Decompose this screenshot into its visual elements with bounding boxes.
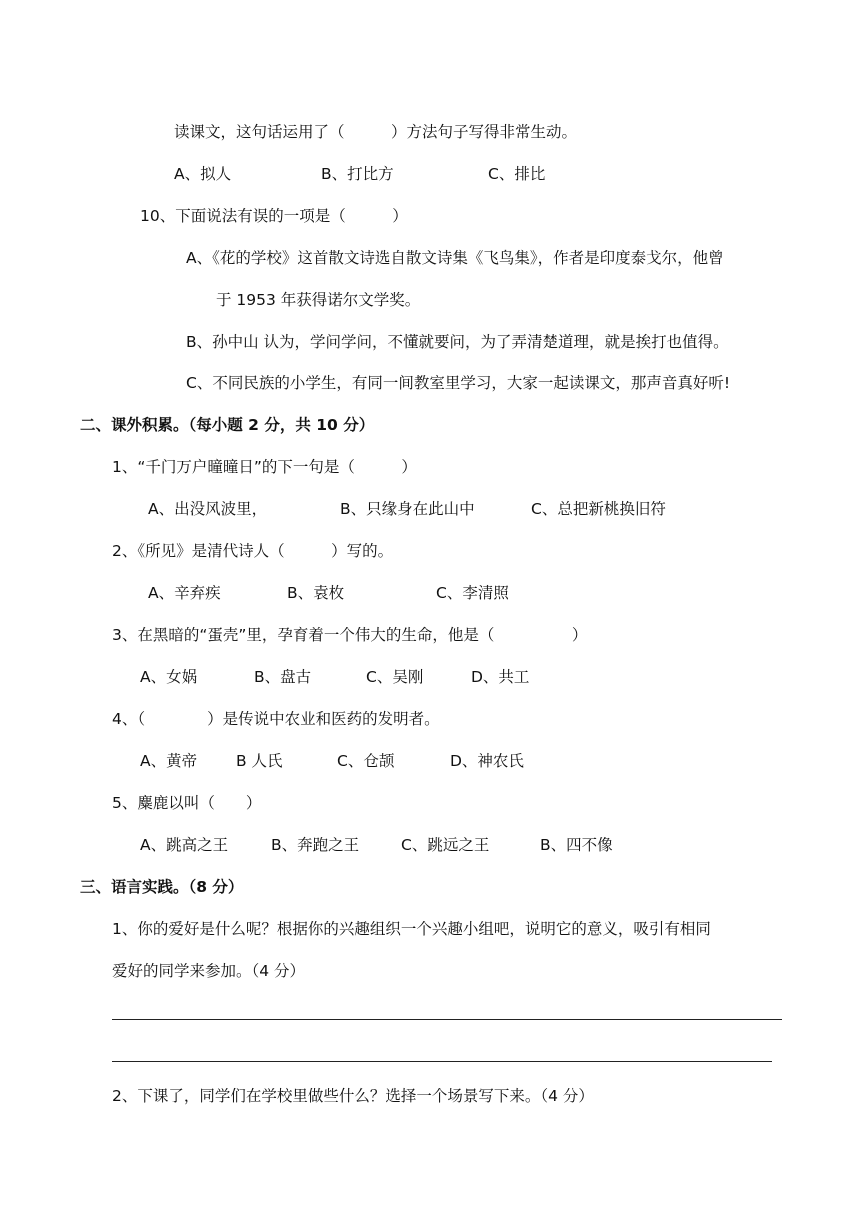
s2-q3-option-d: D、共工 (471, 668, 530, 686)
s2-q3-stem: 3、在黑暗的“蛋壳”里，孕育着一个伟大的生命，他是（ ） (112, 626, 588, 644)
section-3-title: 三、语言实践。（8 分） (80, 878, 244, 896)
s2-q4-option-c: C、仓颉 (337, 752, 395, 770)
s2-q2-option-c: C、李清照 (436, 584, 509, 602)
s2-q3-option-a: A、女娲 (140, 668, 198, 686)
s2-q2-option-b: B、袁枚 (287, 584, 345, 602)
q10-option-c: C、不同民族的小学生，有同一间教室里学习，大家一起读课文，那声音真好听! (186, 374, 731, 392)
s2-q1-option-a: A、出没风波里， (148, 500, 268, 518)
q10-option-a-line1: A、《花的学校》这首散文诗选自散文诗集《飞鸟集》，作者是印度泰戈尔，他曾 (186, 249, 724, 267)
s2-q3-option-c: C、吴刚 (366, 668, 424, 686)
q9-option-c: C、排比 (488, 165, 546, 183)
q10-stem: 10、下面说法有误的一项是（ ） (140, 207, 408, 225)
q9-option-b: B、打比方 (321, 165, 394, 183)
q9-option-a: A、拟人 (174, 165, 232, 183)
q9-continuation: 读课文，这句话运用了（ ）方法句子写得非常生动。 (174, 123, 578, 141)
q10-option-b: B、孙中山 认为，学问学问，不懂就要问，为了弄清楚道理，就是挨打也值得。 (186, 333, 729, 351)
answer-line-2 (112, 1061, 772, 1062)
s2-q5-option-a: A、跳高之王 (140, 836, 229, 854)
s2-q2-stem: 2、《所见》是清代诗人（ ）写的。 (112, 542, 394, 560)
s2-q5-option-c: C、跳远之王 (401, 836, 490, 854)
s2-q1-stem: 1、“千门万户曈曈日”的下一句是（ ） (112, 458, 417, 476)
s2-q1-option-b: B、只缘身在此山中 (340, 500, 475, 518)
s2-q4-option-b: B 人氏 (236, 752, 283, 770)
s2-q1-option-c: C、总把新桃换旧符 (531, 500, 666, 518)
s2-q4-option-d: D、神农氏 (450, 752, 524, 770)
s2-q5-option-d: B、四不像 (540, 836, 613, 854)
s2-q4-option-a: A、黄帝 (140, 752, 198, 770)
q10-option-a-line2: 于 1953 年获得诺尔文学奖。 (216, 291, 421, 309)
s3-q1-line2: 爱好的同学来参加。（4 分） (112, 962, 306, 980)
answer-line-1 (112, 1019, 782, 1020)
s2-q5-stem: 5、麋鹿以叫（ ） (112, 794, 262, 812)
section-2-title: 二、课外积累。（每小题 2 分，共 10 分） (80, 416, 375, 434)
s2-q5-option-b: B、奔跑之王 (271, 836, 360, 854)
s3-q2: 2、下课了，同学们在学校里做些什么？选择一个场景写下来。（4 分） (112, 1087, 594, 1105)
s3-q1-line1: 1、你的爱好是什么呢？根据你的兴趣组织一个兴趣小组吧，说明它的意义，吸引有相同 (112, 920, 711, 938)
s2-q4-stem: 4、（ ）是传说中农业和医药的发明者。 (112, 710, 440, 728)
s2-q2-option-a: A、辛弃疾 (148, 584, 221, 602)
s2-q3-option-b: B、盘古 (254, 668, 312, 686)
